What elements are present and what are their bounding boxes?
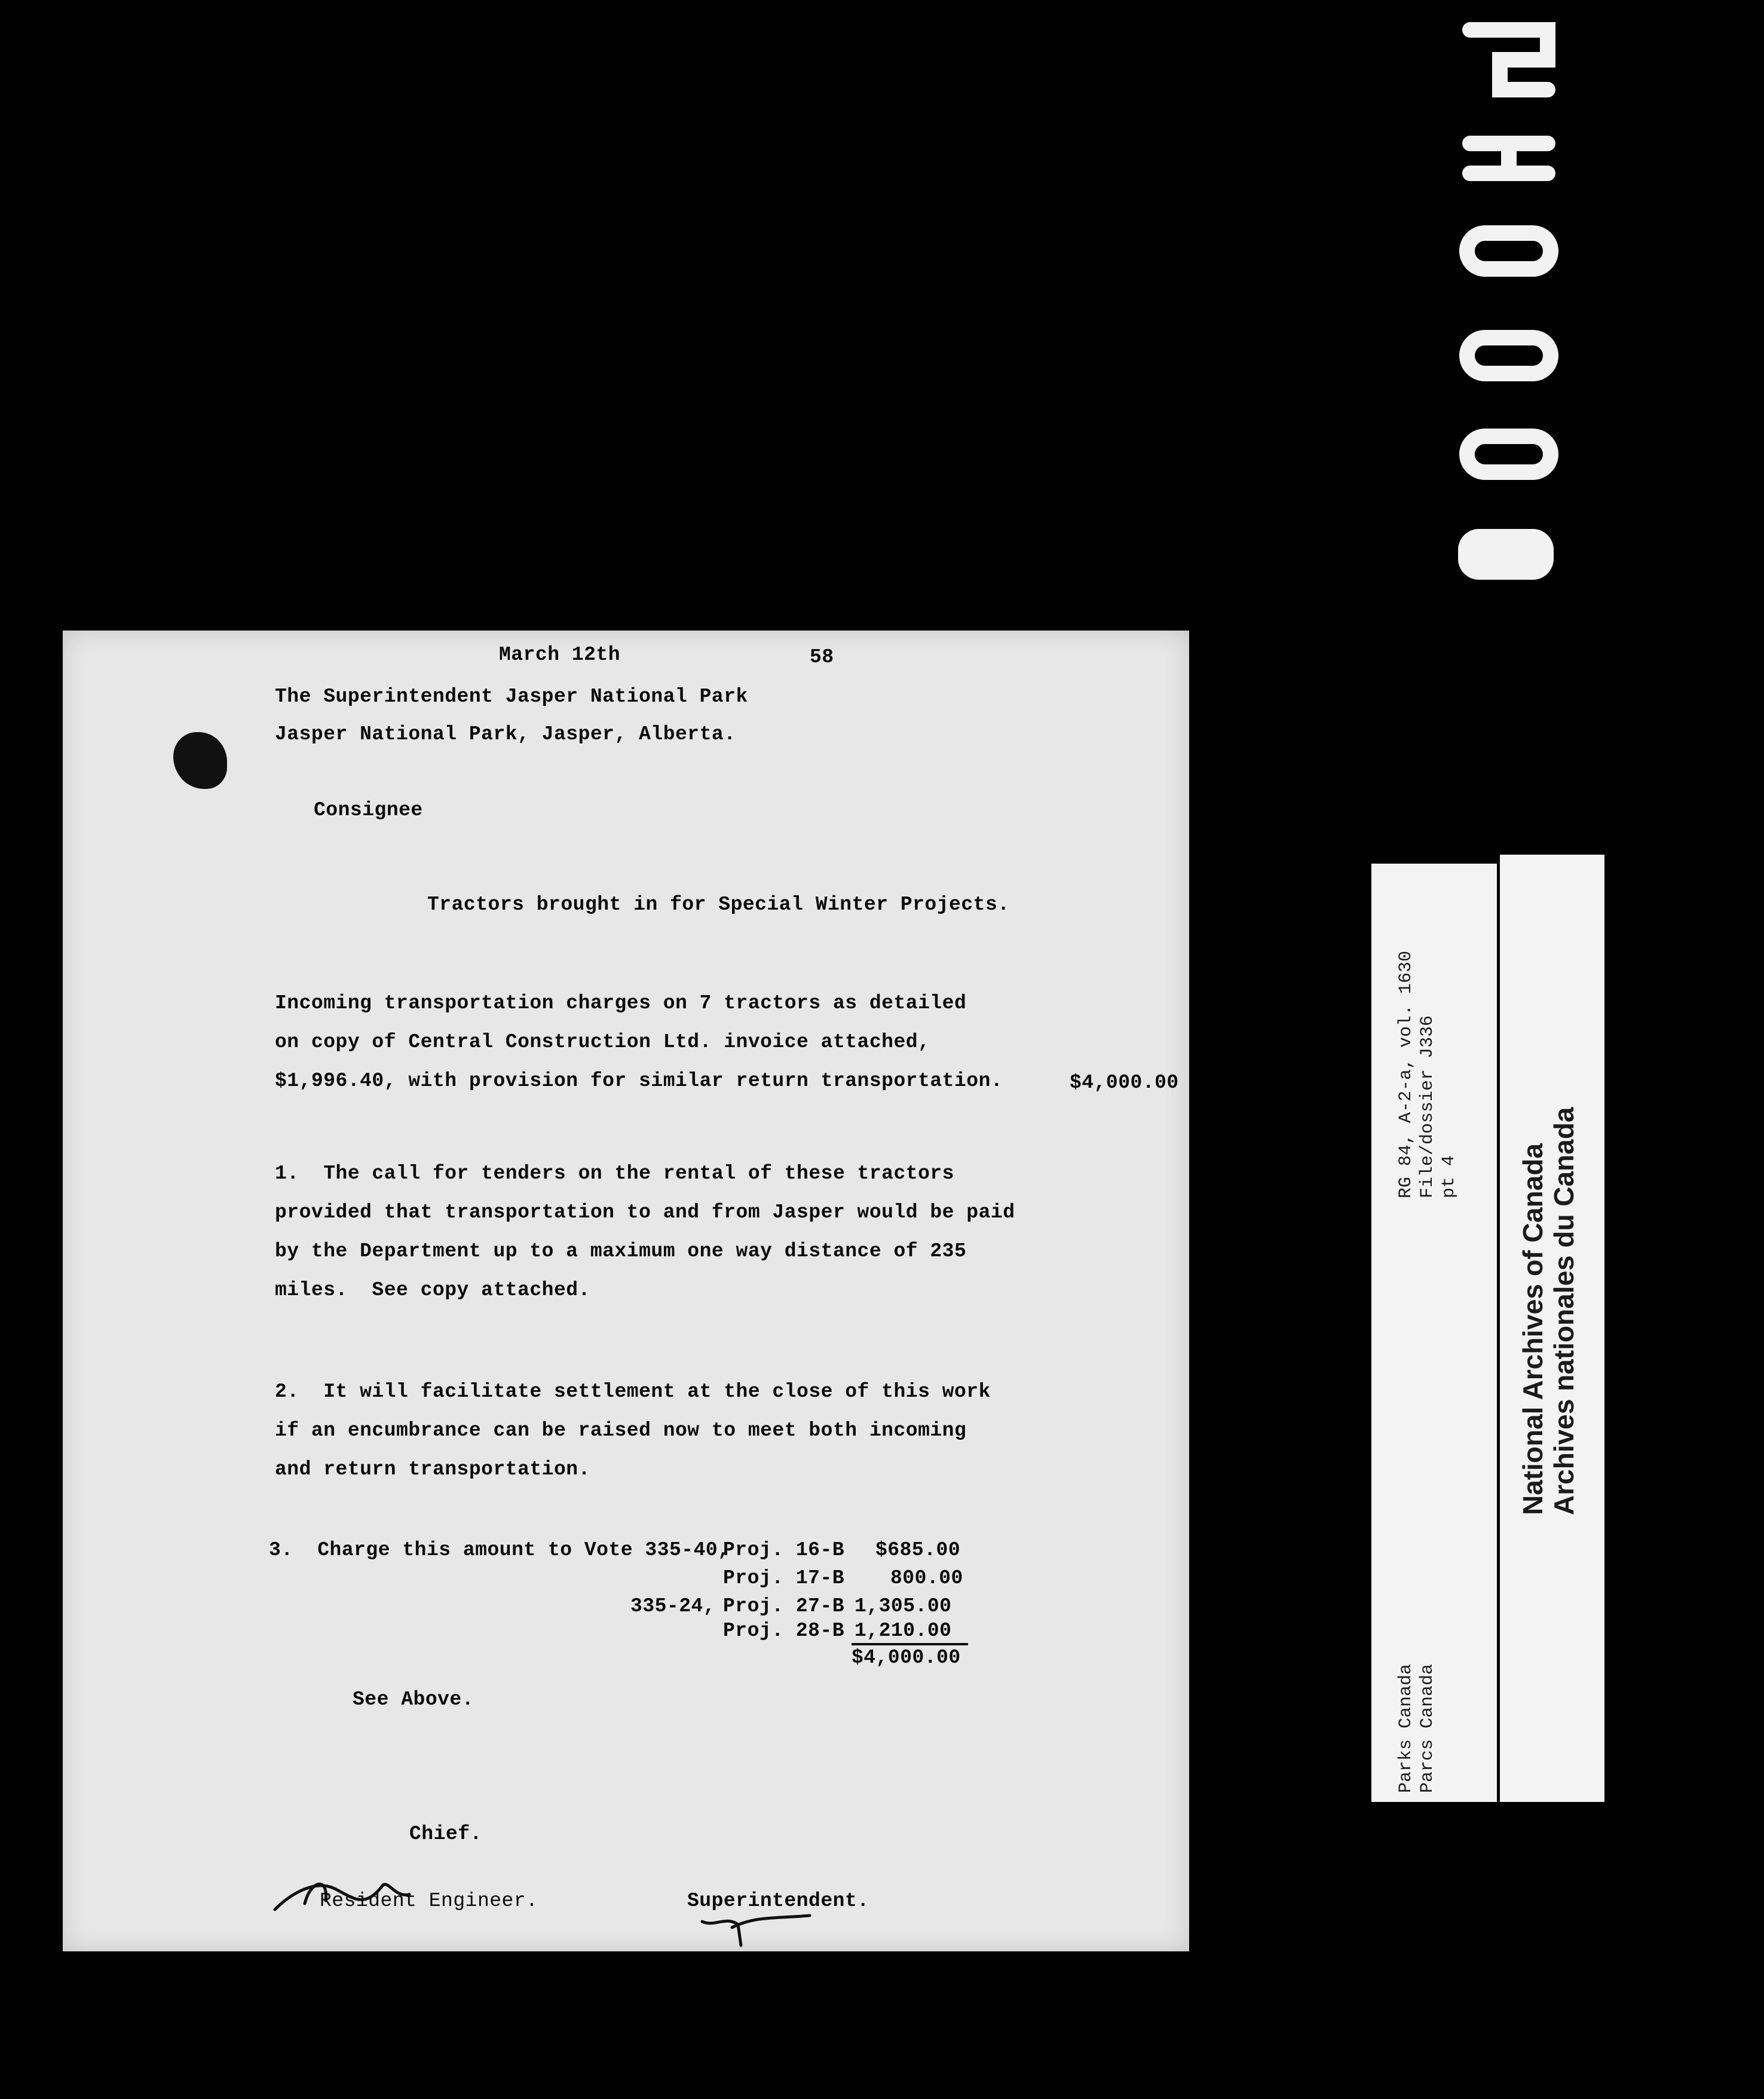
document-page <box>63 631 1189 1951</box>
reference-line-3: pt 4 <box>1439 1155 1459 1198</box>
charge-3-project: Proj. 27-B <box>723 1595 845 1617</box>
digit-0-c <box>1467 436 1551 472</box>
addressee-line-1: The Superintendent Jasper National Park <box>275 686 748 708</box>
charge-4-amount: 1,210.00 <box>855 1620 952 1642</box>
reference-line-2: File/dossier J336 <box>1417 1015 1438 1198</box>
subject-line: Tractors brought in for Special Winter Projects. <box>427 894 1010 916</box>
body-line-2: on copy of Central Construction Ltd. invoice attached, <box>275 1031 930 1053</box>
para2-line-2: if an encumbrance can be raised now to meet both incoming <box>275 1419 967 1442</box>
digit-0-b <box>1467 338 1551 374</box>
charges-total: $4,000.00 <box>852 1647 961 1669</box>
charge-2-amount: 800.00 <box>890 1567 963 1589</box>
parks-canada-fr: Parcs Canada <box>1417 1663 1438 1793</box>
charge-1-project: Proj. 16-B <box>723 1539 845 1561</box>
page-number: 58 <box>810 646 834 668</box>
see-above: See Above. <box>353 1688 474 1711</box>
consignee-label: Consignee <box>314 799 423 821</box>
digit-3 <box>1470 143 1548 173</box>
charge-1-amount: $685.00 <box>875 1539 961 1561</box>
digit-0-a <box>1467 233 1551 269</box>
letter-date: March 12th <box>499 644 621 666</box>
archives-name-en: National Archives of Canada <box>1517 1143 1548 1515</box>
resident-engineer-label: Resident Engineer. <box>320 1890 538 1912</box>
reference-line-1: RG 84, A-2-a, vol. 1630 <box>1396 950 1416 1198</box>
total-amount: $4,000.00 <box>1070 1072 1179 1094</box>
body-line-1: Incoming transportation charges on 7 tractors as detailed <box>275 992 967 1014</box>
parks-canada-en: Parks Canada <box>1396 1663 1416 1793</box>
charge-3-vote: 335-24, <box>630 1595 716 1617</box>
handwritten-initials-superintendent <box>696 1910 816 1951</box>
body-line-3: $1,996.40, with provision for similar return transportation. <box>275 1070 1003 1092</box>
frame-number <box>1434 18 1584 598</box>
archive-label-right <box>1500 855 1604 1802</box>
charge-2-project: Proj. 17-B <box>723 1567 845 1589</box>
archive-label-left <box>1371 864 1497 1802</box>
para2-line-3: and return transportation. <box>275 1458 590 1480</box>
frame-number-digits <box>1434 18 1584 598</box>
para2-line-1: 2. It will facilitate settlement at the close of this work <box>275 1381 991 1403</box>
para3-intro: 3. Charge this amount to Vote 335-40, <box>269 1539 730 1561</box>
para1-line-1: 1. The call for tenders on the rental of these tractors <box>275 1162 954 1185</box>
para1-line-4: miles. See copy attached. <box>275 1279 590 1301</box>
archives-name-fr: Archives nationales du Canada <box>1548 1107 1579 1515</box>
digit-0-d <box>1458 529 1554 580</box>
para1-line-3: by the Department up to a maximum one way distance of 235 <box>275 1240 967 1262</box>
ink-blot <box>173 732 227 789</box>
charge-4-project: Proj. 28-B <box>723 1620 845 1642</box>
charge-3-amount: 1,305.00 <box>855 1595 952 1617</box>
superintendent-label: Superintendent. <box>687 1890 869 1912</box>
para1-line-2: provided that transportation to and from Jasper would be paid <box>275 1201 1015 1223</box>
addressee-line-2: Jasper National Park, Jasper, Alberta. <box>275 723 736 745</box>
chief-label: Chief. <box>409 1823 482 1845</box>
digit-5 <box>1470 30 1548 90</box>
charges-total-rule <box>852 1643 968 1645</box>
